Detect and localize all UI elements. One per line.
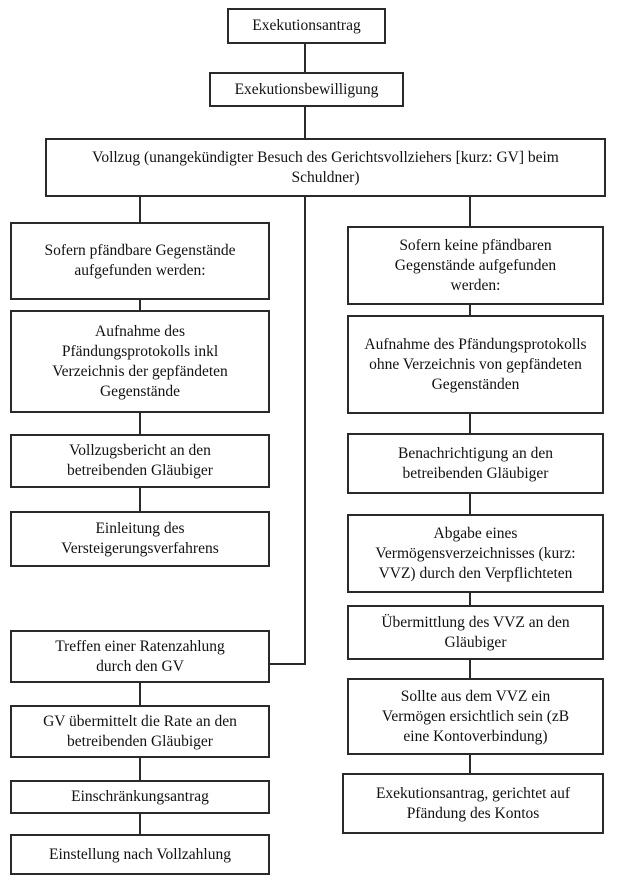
node-right-aufnahme-text: Aufnahme des Pfändungsprotokolls ohne Verzeichnis von gepfändeten Gegenständen bbox=[364, 335, 587, 393]
node-left-rate bbox=[10, 705, 270, 758]
node-left-aufnahme-text: Aufnahme des Pfändungsprotokolls inkl Verzeichnis der gepfändeten Gegenstände bbox=[52, 322, 228, 400]
node-left-einstellung bbox=[10, 834, 270, 875]
node-vollzug-text: Vollzug (unangekündigter Besuch des Gerichtsvollziehers [kurz: GV] beim Schuldner) bbox=[92, 148, 559, 186]
node-left-einschraenkung-text: Einschränkungsantrag bbox=[71, 788, 209, 805]
node-right-uebermittlung bbox=[347, 605, 604, 660]
node-right-sofern bbox=[347, 226, 604, 305]
node-left-treffen bbox=[10, 630, 270, 683]
node-right-benachrichtigung-text: Benachrichtigung an den betreibenden Gläubiger bbox=[398, 444, 553, 482]
node-right-aufnahme bbox=[347, 315, 604, 414]
node-left-treffen-text: Treffen einer Ratenzahlung durch den GV bbox=[55, 637, 225, 675]
node-vollzug bbox=[45, 138, 606, 197]
node-left-rate-text: GV übermittelt die Rate an den betreibenden Gläubiger bbox=[43, 712, 237, 750]
node-right-benachrichtigung bbox=[347, 433, 604, 494]
node-right-uebermittlung-text: Übermittlung des VVZ an den Gläubiger bbox=[381, 613, 570, 651]
node-left-sofern bbox=[10, 222, 270, 300]
node-left-einstellung-text: Einstellung nach Vollzahlung bbox=[49, 845, 231, 863]
node-right-sollte-text: Sollte aus dem VVZ ein Vermögen ersichtlich sein (zB eine Kontoverbindung) bbox=[381, 687, 570, 745]
node-exekutionsbewilligung-text: Exekutionsbewilligung bbox=[234, 80, 379, 98]
node-exekutionsantrag bbox=[227, 8, 386, 44]
node-left-einleitung-text: Einleitung des Versteigerungsverfahrens bbox=[61, 520, 219, 557]
node-right-sollte bbox=[347, 678, 604, 755]
node-right-exekutionsantrag bbox=[342, 773, 604, 834]
node-left-vollzugsbericht-text: Vollzugsbericht an den betreibenden Gläubiger bbox=[67, 442, 213, 479]
node-left-vollzugsbericht bbox=[10, 434, 270, 488]
node-left-aufnahme bbox=[10, 310, 270, 413]
node-right-abgabe-text: Abgabe eines Vermögensverzeichnisses (kurz: VVZ) durch den Verpflichteten bbox=[375, 524, 576, 582]
node-left-sofern-text: Sofern pfändbare Gegenstände aufgefunden werden: bbox=[44, 242, 236, 279]
node-right-abgabe bbox=[347, 514, 604, 593]
node-left-einschraenkung bbox=[10, 780, 270, 814]
node-right-exekutionsantrag-text: Exekutionsantrag, gerichtet auf Pfändung des Kontos bbox=[375, 784, 571, 822]
node-exekutionsbewilligung bbox=[209, 72, 404, 107]
node-left-einleitung bbox=[10, 511, 270, 567]
node-right-sofern-text: Sofern keine pfändbaren Gegenstände aufgefunden werden: bbox=[394, 236, 557, 294]
node-exekutionsantrag-text: Exekutionsantrag bbox=[252, 17, 361, 34]
